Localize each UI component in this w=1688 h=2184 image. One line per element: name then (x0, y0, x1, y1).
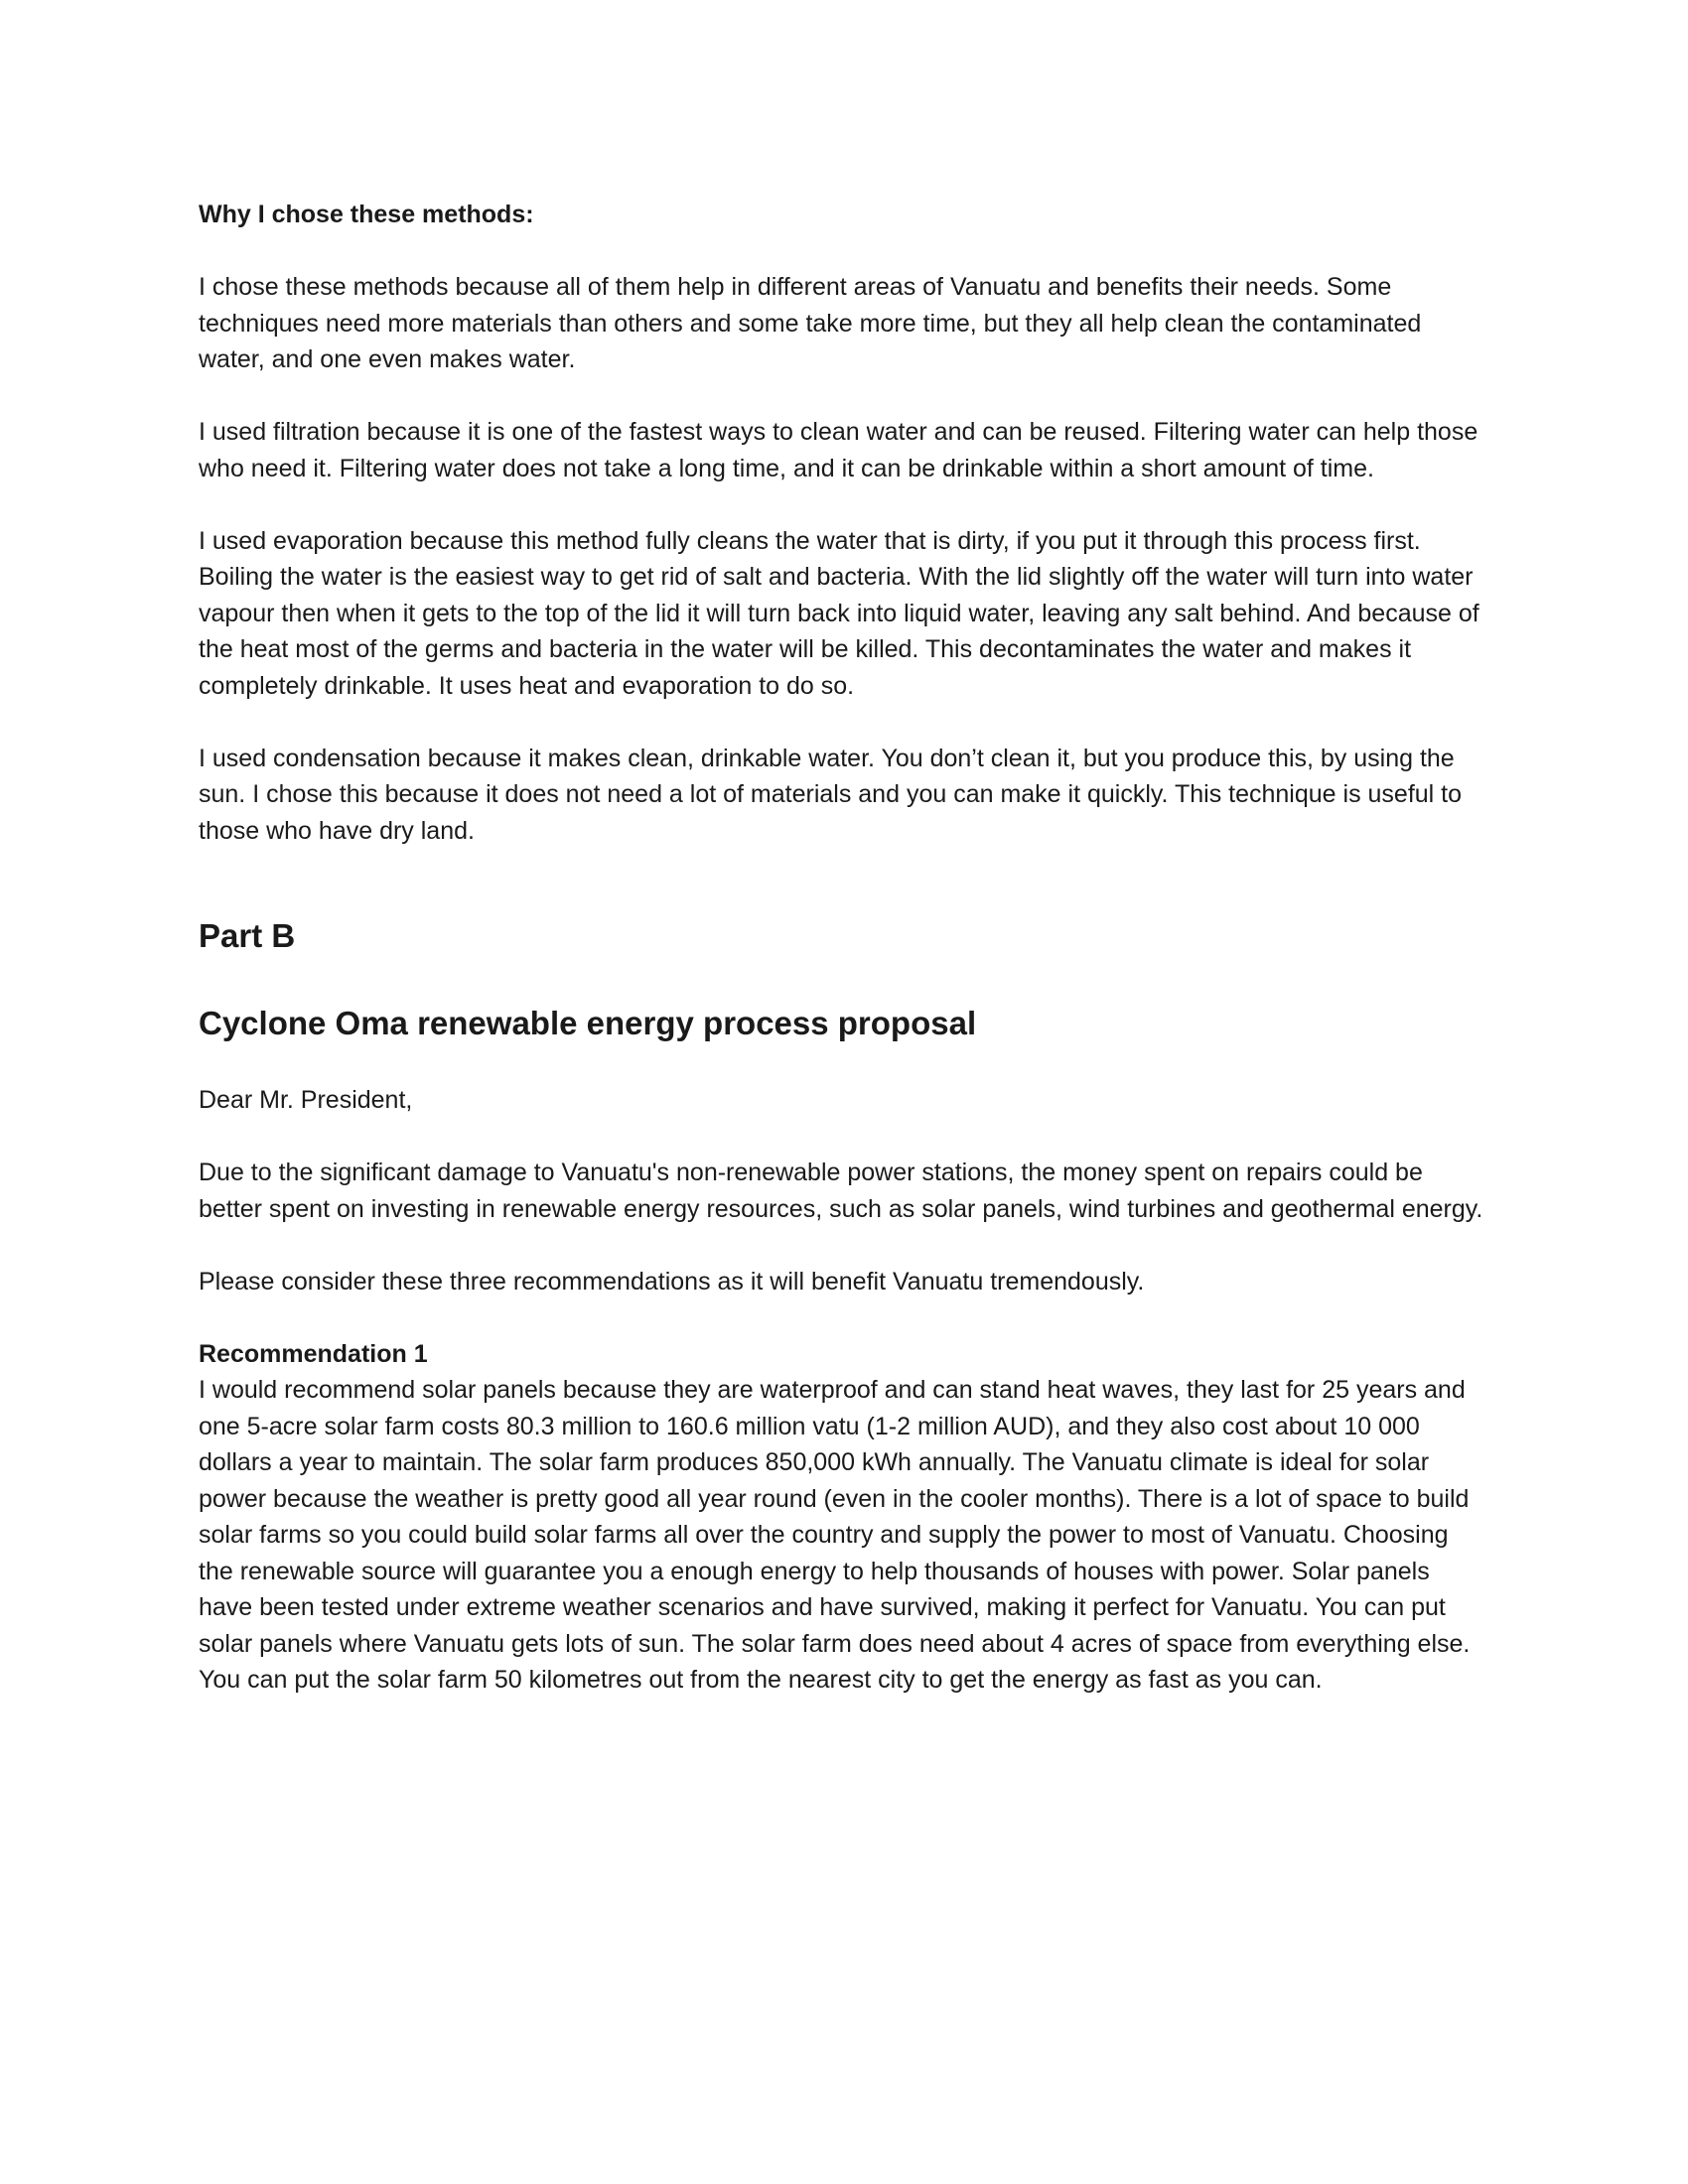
methods-paragraph-condensation: I used condensation because it makes clean, drinkable water. You don’t clean it, but you produce this, by using the sun. I chose this because it does not need a lot of materials and you can make it quickly. This technique is useful to those who have dry land. (199, 744, 1463, 845)
spacer (199, 1227, 1489, 1264)
part-b-title: Part B (199, 917, 296, 954)
proposal-intro: Due to the significant damage to Vanuatu's non-renewable power stations, the money spent on repairs could be better spent on investing in renewable energy resources, such as solar panels, wind turbines and geothermal energy. (199, 1159, 1483, 1223)
spacer (199, 1045, 1489, 1082)
spacer (199, 1299, 1489, 1336)
recommendation-1-heading: Recommendation 1 (199, 1339, 428, 1368)
methods-paragraph-filtration: I used filtration because it is one of the fastest ways to clean water and can be reused. Filtering water can help those who need it. Filtering water does not take a long time, and it can be drinkable within a short amount of time. (199, 418, 1478, 482)
spacer (199, 704, 1489, 741)
document-page (199, 197, 1489, 1699)
proposal-title: Cyclone Oma renewable energy process proposal (199, 1005, 977, 1041)
salutation: Dear Mr. President, (199, 1086, 413, 1114)
recommendation-1-text: I would recommend solar panels because they are waterproof and can stand heat waves, they last for 25 years and one 5-acre solar farm costs 80.3 million to 160.6 million vatu (1-2 million AUD), and they also cost about 10 000 dollars a year to maintain. The solar farm produces 850,000 kWh annually. The Vanuatu climate is ideal for solar power because the weather is pretty good all year round (even in the cooler months). There is a lot of space to build solar farms so you could build solar farms all over the country and supply the power to most of Vanuatu. Choosing the renewable source will guarantee you a enough energy to help thousands of houses with power. Solar panels have been tested under extreme weather scenarios and have survived, making it perfect for Vanuatu. You can put solar panels where Vanuatu gets lots of sun. The solar farm does need about 4 acres of space from everything else. You can put the solar farm 50 kilometres out from the nearest city to get the energy as fast as you can. (199, 1376, 1471, 1694)
spacer (199, 958, 1489, 1002)
methods-heading: Why I chose these methods: (199, 201, 534, 228)
methods-paragraph-intro: I chose these methods because all of them help in different areas of Vanuatu and benefits their needs. Some techniques need more materials than others and some take more time, but they all help clean the contaminated water, and one even makes water. (199, 273, 1422, 373)
methods-paragraph-evaporation: I used evaporation because this method fully cleans the water that is dirty, if you put it through this process first. Boiling the water is the easiest way to get rid of salt and bacteria. With the lid slightly off the water will turn into water vapour then when it gets to the top of the lid it will turn back into liquid water, leaving any salt behind. And because of the heat most of the germs and bacteria in the water will be killed. This decontaminates the water and makes it completely drinkable. It uses heat and evaporation to do so. (199, 526, 1479, 700)
spacer (199, 378, 1489, 415)
spacer (199, 849, 1489, 914)
spacer (199, 486, 1489, 523)
spacer (199, 1119, 1489, 1156)
proposal-request: Please consider these three recommendations as it will benefit Vanuatu tremendously. (199, 1267, 1145, 1296)
spacer (199, 233, 1489, 270)
